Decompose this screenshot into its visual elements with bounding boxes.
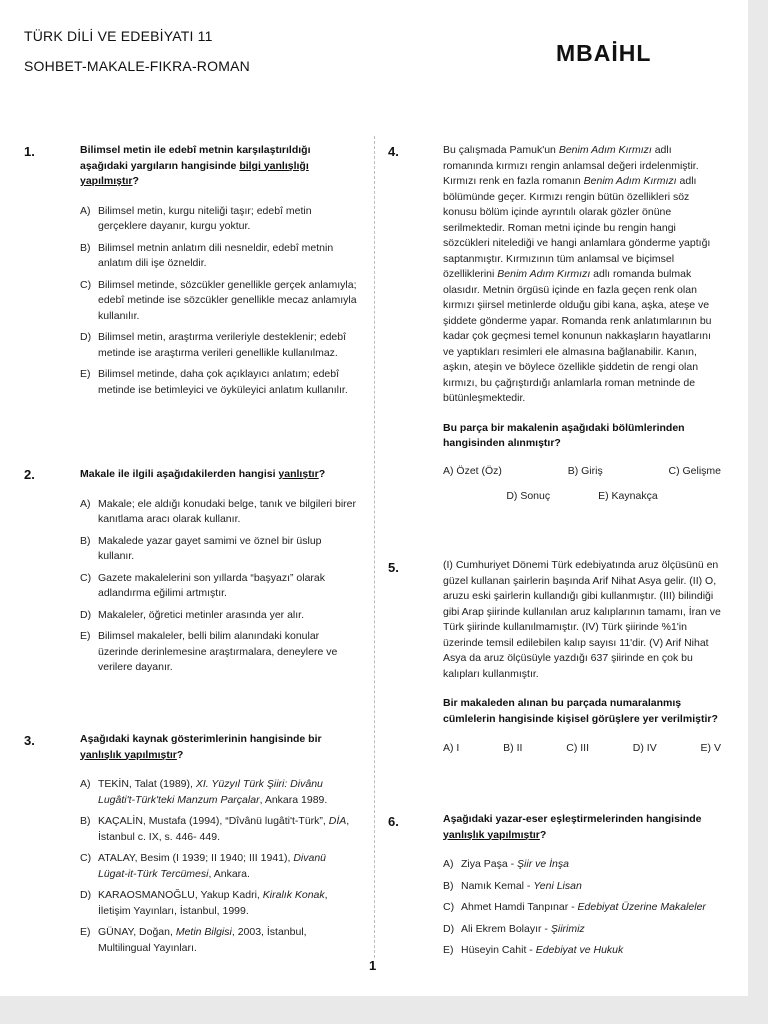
- question-3: [80, 732, 358, 962]
- option-d[interactable]: D) Sonuç: [506, 490, 551, 502]
- option-d[interactable]: D) KARAOSMANOĞLU, Yakup Kadri, Kiralık Konak, İletişim Yayınları, İstanbul, 1999.: [80, 889, 328, 917]
- option-b[interactable]: B) Giriş: [567, 464, 603, 477]
- option-b[interactable]: B) Bilimsel metnin anlatım dili nesneldir, edebî metnin anlatım dili işe özneldir.: [80, 241, 334, 269]
- option-c[interactable]: C) Gazete makalelerini son yıllarda “başyazı” olarak adlandırma eğilimi artmıştır.: [80, 571, 326, 599]
- question-1: [80, 143, 358, 404]
- option-b[interactable]: B) Makalede yazar gayet samimi ve öznel bir üslup kullanır.: [80, 534, 322, 562]
- question-1-number: 1.: [24, 144, 35, 159]
- option-e[interactable]: E) Bilimsel metinde, daha çok açıklayıcı anlatım; edebî metinde ise betimleyici ve öyküleyici anlatım kullanılır.: [80, 368, 348, 396]
- option-d[interactable]: D) Ali Ekrem Bolayır - Şiirimiz: [443, 922, 585, 935]
- question-4: [443, 143, 721, 505]
- question-2: [80, 467, 358, 682]
- question-6: [443, 812, 723, 965]
- option-c[interactable]: C) ATALAY, Besim (I 1939; II 1940; III 1941), Divanü Lügat-it-Türk Tercümesi, Ankara.: [80, 852, 327, 880]
- option-d[interactable]: D) Bilimsel metin, araştırma verileriyle desteklenir; edebî metinde ise araştırma verileri genellikle kullanılmaz.: [80, 331, 347, 359]
- option-b[interactable]: B) KAÇALİN, Mustafa (1994), “Dîvânü lugâti't-Türk”, DİA, İstanbul c. IX, s. 446- 449.: [80, 815, 350, 843]
- question-6-number: 6.: [388, 814, 399, 829]
- question-2-number: 2.: [24, 467, 35, 482]
- question-5-prompt: Bir makaleden alınan bu parçada numaralanmış cümlelerin hangisinde kişisel görüşlere yer verilmiştir?: [443, 697, 718, 725]
- question-6-stem: Aşağıdaki yazar-eser eşleştirmelerinden hangisinde yanlışlık yapılmıştır?: [443, 813, 702, 841]
- option-a[interactable]: A) Özet (Öz): [443, 464, 502, 477]
- option-c[interactable]: C) Bilimsel metinde, sözcükler genellikle gerçek anlamıyla; edebî metinde ise sözcükler genellikle mecaz anlamıyla kullanılır.: [80, 278, 357, 322]
- option-e[interactable]: E) Hüseyin Cahit - Edebiyat ve Hukuk: [443, 944, 624, 956]
- page-number: 1: [369, 958, 377, 973]
- question-1-options: [80, 204, 358, 399]
- unit-title: SOHBET-MAKALE-FIKRA-ROMAN: [24, 58, 250, 74]
- question-4-number: 4.: [388, 144, 399, 159]
- question-4-passage: Bu çalışmada Pamuk'un Benim Adım Kırmızı adlı romanında kırmızı rengin anlamsal değeri irdelenmiştir. Kırmızı renk en fazla romanın Benim Adım Kırmızı adlı bölümünde geçer. Kırmızı rengin bütün özellikleri söz konusu bölüm içinde ayrıntılı olarak gözler önüne serilmektedir. Roman metni içinde bu rengin hangi sözcükleri nitelediği ve hangi anlamlara gönderme yaptığı saptanmıştır. Kırmızının tüm anlamsal ve biçimsel özelliklerini Benim Adım Kırmızı adlı romanda bulmak olasıdır. Metnin örgüsü içinde en fazla geçen renk olan kırmızı şiirsel metinlerde olduğu gibi kana, aşka, ateşe ve şiddete gönderme yapar. Romanda renk anlatımlarının bu kadar çok geçmesi temel konunun nakkaşların hayatlarını ve yaptıkları resimleri ele almasına bağlanabilir. Kanın, aşkın, ateşin ve böylece özellikle şiddetin de rengi olan kırmızı, bu çağrıştırdığı anlamlarla roman metninde de bütünleşmektedir.: [443, 144, 712, 404]
- option-d[interactable]: D) IV: [632, 742, 657, 754]
- course-title: TÜRK DİLİ VE EDEBİYATI 11: [24, 28, 213, 44]
- option-d[interactable]: D) Makaleler, öğretici metinler arasında yer alır.: [80, 608, 305, 621]
- option-e[interactable]: E) Bilimsel makaleler, belli bilim alanındaki konular üzerinde derinlemesine araştırmalara, deneylere ve verilere dayanır.: [80, 630, 338, 673]
- option-a[interactable]: A) TEKİN, Talat (1989), XI. Yüzyıl Türk Şiiri: Divânu Lugâti't-Türk'teki Manzum Parçalar, Ankara 1989.: [80, 778, 328, 806]
- question-4-options-row-1: [443, 464, 721, 480]
- column-divider: [374, 136, 375, 958]
- question-1-stem: Bilimsel metin ile edebî metnin karşılaştırıldığı aşağıdaki yargıların hangisinde bilgi yanlışlığı yapılmıştır?: [80, 144, 311, 187]
- option-a[interactable]: A) Makale; ele aldığı konudaki belge, tanık ve bilgileri birer kanıtlama aracı olarak kullanır.: [80, 497, 356, 525]
- option-c[interactable]: C) Gelişme: [668, 464, 721, 477]
- option-b[interactable]: B) Namık Kemal - Yeni Lisan: [443, 879, 582, 892]
- question-3-number: 3.: [24, 733, 35, 748]
- option-c[interactable]: C) Ahmet Hamdi Tanpınar - Edebiyat Üzerine Makaleler: [443, 901, 706, 913]
- option-e[interactable]: E) V: [700, 742, 721, 754]
- brand-logo: MBAİHL: [556, 40, 652, 66]
- option-b[interactable]: B) II: [503, 742, 523, 754]
- question-5-number: 5.: [388, 560, 399, 575]
- question-5: [443, 558, 721, 757]
- question-3-options: [80, 777, 358, 956]
- question-4-options-row-2: [443, 489, 721, 505]
- question-5-passage: (I) Cumhuriyet Dönemi Türk edebiyatında aruz ölçüsünü en güzel kullanan şairlerin başında Arif Nihat Asya gelir. (II) O, aruzu eski şairlerin kullandığı gibi kullanmıştır. (III) bilindiği gibi Arap şiirinde kullanılan aruz kalıplarının tamamı, İran ve Türk şiirinde kullanılmamıştır. (IV) Türk şiirinde %1'in üzerinde temsil edilebilen kalıp sayısı 11'dir. (V) Arif Nihat Asya da aruz ölçüsüyle yazdığı 637 şiirinde en çok bu kalıpları kullanmıştır.: [443, 559, 721, 680]
- question-2-stem: Makale ile ilgili aşağıdakilerden hangisi yanlıştır?: [80, 468, 326, 480]
- question-2-options: [80, 497, 358, 676]
- option-a[interactable]: A) Ziya Paşa - Şiir ve İnşa: [443, 858, 569, 870]
- question-6-options: [443, 857, 723, 959]
- option-e[interactable]: E) Kaynakça: [598, 490, 658, 502]
- question-4-prompt: Bu parça bir makalenin aşağıdaki bölümlerinden hangisinden alınmıştır?: [443, 421, 685, 449]
- question-3-stem: Aşağıdaki kaynak gösterimlerinin hangisinde bir yanlışlık yapılmıştır?: [80, 733, 322, 761]
- question-5-options: [443, 741, 721, 757]
- option-e[interactable]: E) GÜNAY, Doğan, Metin Bilgisi, 2003, İstanbul, Multilingual Yayınları.: [80, 926, 307, 954]
- option-a[interactable]: A) I: [443, 742, 460, 754]
- option-a[interactable]: A) Bilimsel metin, kurgu niteliği taşır; edebî metin gerçeklere dayanır, kurgu yoktur.: [80, 204, 312, 232]
- option-c[interactable]: C) III: [566, 742, 589, 754]
